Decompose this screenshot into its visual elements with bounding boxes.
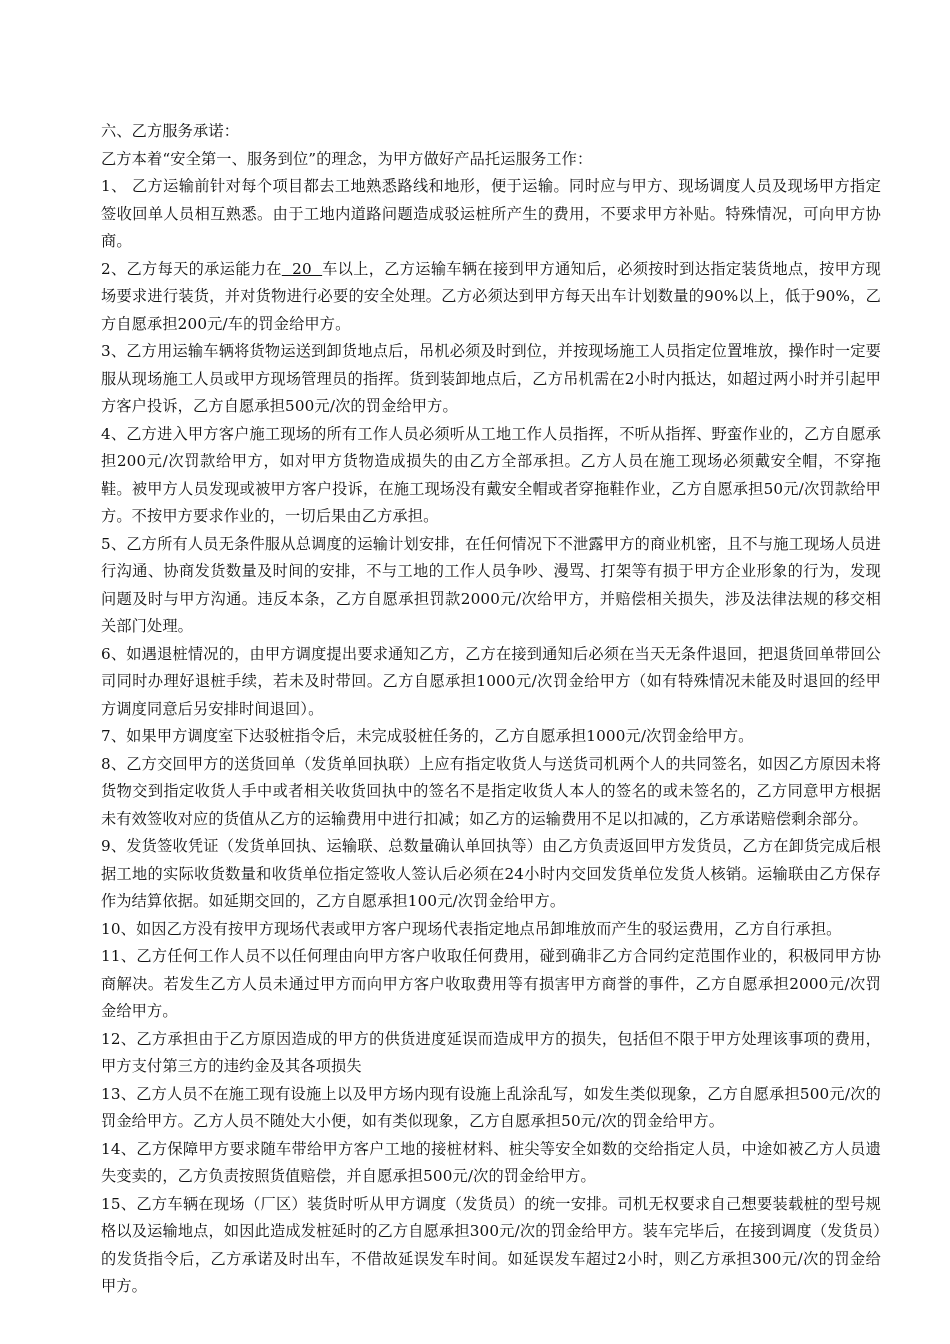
clause-3: 3、乙方用运输车辆将货物运送到卸货地点后，吊机必须及时到位，并按现场施工人员指定位置堆放，操作时一定要服从现场施工人员或甲方现场管理员的指挥。货到装卸地点后，乙方吊机需在2小时内抵达，如超过两小时并引起甲方客户投诉，乙方自愿承担500元/次的罚金给甲方。 [101,342,881,415]
clause-15: 15、乙方车辆在现场（厂区）装货时听从甲方调度（发货员）的统一安排。司机无权要求自己想要装载桩的型号规格以及运输地点，如因此造成发桩延时的乙方自愿承担300元/次的罚金给甲方。装车完毕后，在接到调度（发货员）的发货指令后，乙方承诺及时出车，不借故延误发车时间。如延误发车超过2小时，则乙方承担300元/次的罚金给甲方。 [101,1194,881,1295]
clause-13: 13、乙方人员不在施工现有设施上以及甲方场内现有设施上乱涂乱写，如发生类似现象，乙方自愿承担500元/次的罚金给甲方。乙方人员不随处大小便，如有类似现象，乙方自愿承担50元/次的罚金给甲方。 [101,1084,881,1130]
clause-2-before: 2、乙方每天的承运能力在 [101,259,282,278]
clause-2-after: 车以上，乙方运输车辆在接到甲方通知后，必须按时到达指定装货地点，按甲方现场要求进行装货，并对货物进行必要的安全处理。乙方必须达到甲方每天出车计划数量的90%以上，低于90%，乙方自愿承担200元/车的罚金给甲方。 [101,259,881,333]
clause-7: 7、如果甲方调度室下达驳桩指令后，未完成驳桩任务的，乙方自愿承担1000元/次罚金给甲方。 [101,727,754,745]
clause-1: 1、 乙方运输前针对每个项目都去工地熟悉路线和地形，便于运输。同时应与甲方、现场调度人员及现场甲方指定签收回单人员相互熟悉。由于工地内道路问题造成驳运桩所产生的费用，不要求甲方补贴。特殊情况，可向甲方协商。 [101,177,881,250]
clause-10: 10、如因乙方没有按甲方现场代表或甲方客户现场代表指定地点吊卸堆放而产生的驳运费用，乙方自行承担。 [101,919,842,938]
document-page [101,118,881,1301]
intro-paragraph: 乙方本着“安全第一、服务到位”的理念，为甲方做好产品托运服务工作： [101,149,593,168]
clause-14: 14、乙方保障甲方要求随车带给甲方客户工地的接桩材料、桩尖等安全如数的交给指定人员，中途如被乙方人员遗失变卖的，乙方负责按照货值赔偿，并自愿承担500元/次的罚金给甲方。 [101,1139,881,1185]
capacity-blank: 20 [281,259,323,278]
clause-4: 4、乙方进入甲方客户施工现场的所有工作人员必须听从工地工作人员指挥，不听从指挥、野蛮作业的，乙方自愿承担200元/次罚款给甲方，如对甲方货物造成损失的由乙方全部承担。乙方人员在施工现场必须戴安全帽，不穿拖鞋。被甲方人员发现或被甲方客户投诉，在施工现场没有戴安全帽或者穿拖鞋作业，乙方自愿承担50元/次罚款给甲方。不按甲方要求作业的，一切后果由乙方承担。 [101,424,881,525]
clause-12: 12、乙方承担由于乙方原因造成的甲方的供货进度延误而造成甲方的损失，包括但不限于甲方处理该事项的费用，甲方支付第三方的违约金及其各项损失 [101,1029,881,1075]
section-heading: 六、乙方服务承诺： [101,122,240,140]
clause-5: 5、乙方所有人员无条件服从总调度的运输计划安排，在任何情况下不泄露甲方的商业机密，且不与施工现场人员进行沟通、协商发货数量及时间的安排，不与工地的工作人员争吵、漫骂、打架等有损于甲方企业形象的行为，发现问题及时与甲方沟通。违反本条，乙方自愿承担罚款2000元/次给甲方，并赔偿相关损失，涉及法律法规的移交相关部门处理。 [101,534,881,635]
clause-6: 6、如遇退桩情况的，由甲方调度提出要求通知乙方，乙方在接到通知后必须在当天无条件退回，把退货回单带回公司同时办理好退桩手续，若未及时带回。乙方自愿承担1000元/次罚金给甲方（如有特殊情况未能及时退回的经甲方调度同意后另安排时间退回）。 [101,644,881,718]
clause-8: 8、乙方交回甲方的送货回单（发货单回执联）上应有指定收货人与送货司机两个人的共同签名，如因乙方原因未将货物交到指定收货人手中或者相关收货回执中的签名不是指定收货人本人的签名的或未签名的，乙方同意甲方根据未有效签收对应的货值从乙方的运输费用中进行扣减；如乙方的运输费用不足以扣减的，乙方承诺赔偿剩余部分。 [101,754,881,828]
clause-2 [101,256,881,339]
clause-11: 11、乙方任何工作人员不以任何理由向甲方客户收取任何费用，碰到确非乙方合同约定范围作业的，积极同甲方协商解决。若发生乙方人员未通过甲方而向甲方客户收取费用等有损害甲方商誉的事件，乙方自愿承担2000元/次罚金给甲方。 [101,947,881,1020]
clause-9: 9、发货签收凭证（发货单回执、运输联、总数量确认单回执等）由乙方负责返回甲方发货员，乙方在卸货完成后根据工地的实际收货数量和收货单位指定签收人签认后必须在24小时内交回发货单位发货人核销。运输联由乙方保存作为结算依据。如延期交回的，乙方自愿承担100元/次罚金给甲方。 [101,837,881,910]
